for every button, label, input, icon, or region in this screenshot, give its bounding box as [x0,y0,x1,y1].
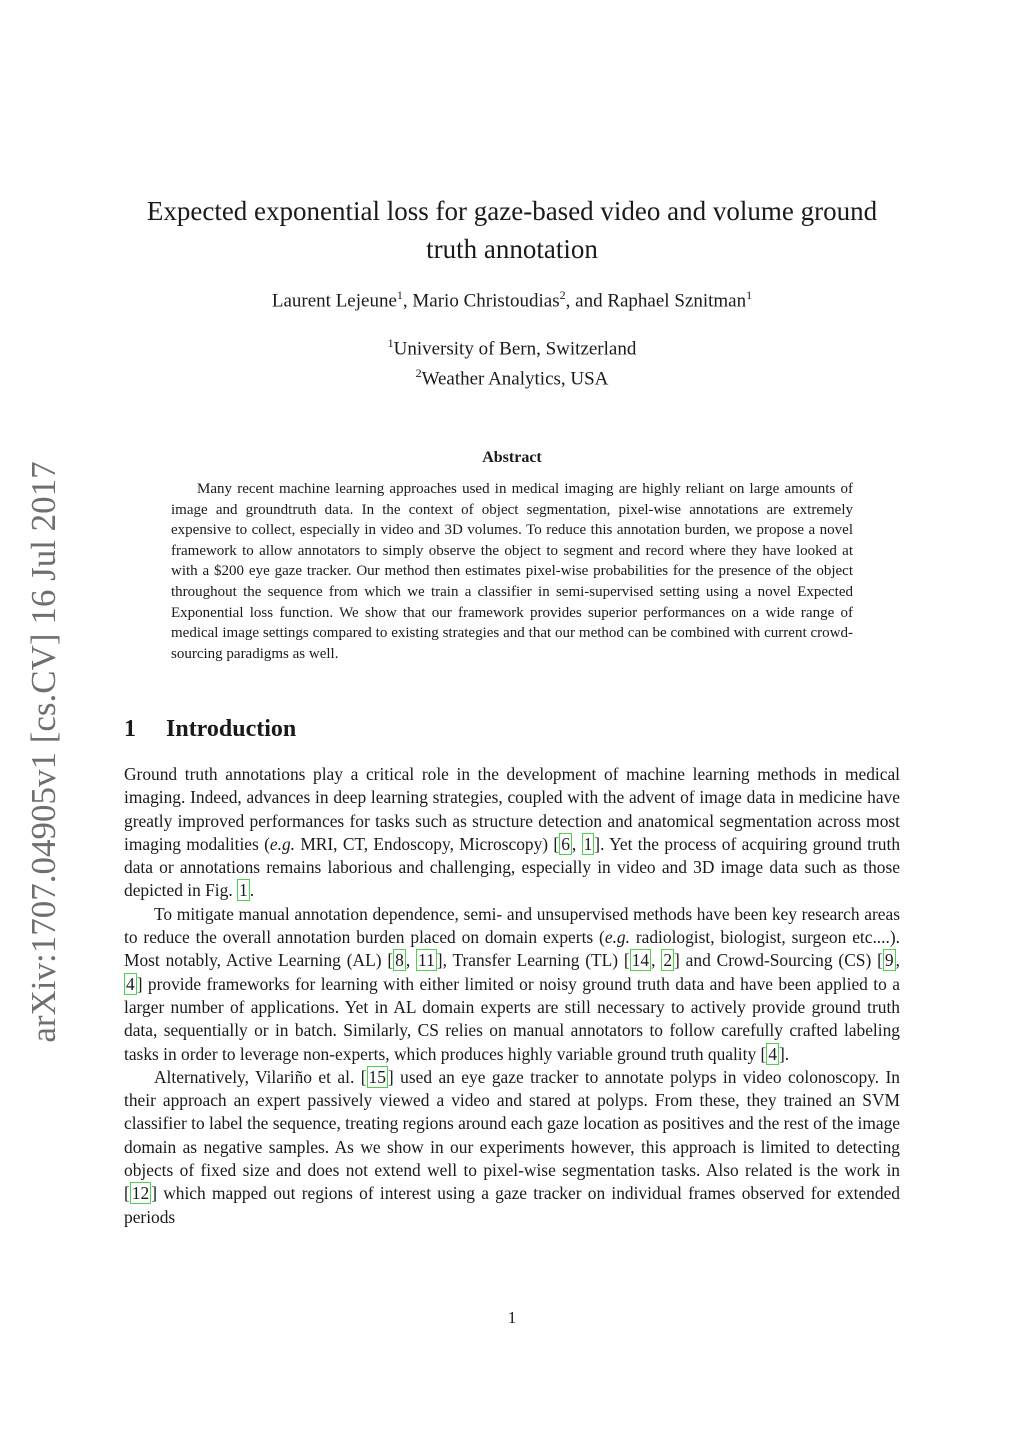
paper-title: Expected exponential loss for gaze-based video and volume ground truth annotation [146,196,878,264]
affil-name: University of Bern, Switzerland [393,338,637,360]
citation-link[interactable]: 6 [561,833,570,854]
author-name: Raphael Sznitman [607,290,747,312]
citation-link[interactable]: 11 [418,950,435,971]
affiliations [130,331,894,392]
section-title: Introduction [166,716,297,742]
citation-link[interactable]: 14 [631,950,650,971]
text-run: ] used an eye gaze tracker to annotate polyps in video colonoscopy. In their approach an expert passively viewed a video and stared at polyps. From these, they trained an SVM classifier to label the sequence, treating regions around each gaze location as positives and the rest of the image domain as negative samples. As we show in our experiments however, this approach is limited to detecting objects of fixed size and does not extend well to pixel-wise segmentation tasks. Also related is the work in [ [124,1066,901,1204]
text-italic: e.g. [604,927,630,948]
text-run: Ground truth annotations play a critical role in the development of machine learning methods in medical imaging. Indeed, advances in deep learning strategies, coupled with the advent of image data in medicine have greatly improved performances for tasks such as structure detection and anatomical segmentation across most imaging modalities ( [124,764,900,854]
affil-mark: 2 [415,366,422,381]
section-heading [124,716,296,743]
text-run: , [651,950,662,971]
author-affil-mark: 1 [746,288,753,302]
affiliation-line [130,361,894,391]
citation-link[interactable]: 2 [663,950,673,971]
text-run: ]. Yet the process of acquiring ground truth data or annotations remains laborious and challenging, especially in video and 3D image data such as those depicted in Fig. [124,833,901,901]
text-run: ] provide frameworks for learning with either limited or noisy ground truth data and have been applied to a larger number of applications. Yet in AL domain experts are still necessary to actively provide ground truth data, sequentially or in batch. Similarly, CS relies on manual annotators to follow carefully crafted labeling tasks in order to leverage non-experts, which produces highly variable ground truth quality [ [124,973,900,1064]
text-run: radiologist, biologist, surgeon etc....). Most notably, Active Learning (AL) [ [124,927,900,971]
author-name: Laurent Lejeune [271,290,397,312]
author-list [130,288,894,312]
page-number: 1 [507,1308,517,1327]
citation-link[interactable]: 4 [126,973,135,994]
abstract-text: Many recent machine learning approaches used in medical imaging are highly reliant on large amounts of image and groundtruth data. In the context of object segmentation, pixel-wise annotations are extremely expensive to collect, especially in video and 3D volumes. To reduce this annotation burden, we propose a novel framework to allow annotators to simply observe the object to segment and record where they have looked at with a $200 eye gaze tracker. Our method then estimates pixel-wise probabilities for the presence of the object throughout the sequence from which we train a classifier in semi-supervised setting using a novel Expected Exponential loss function. We show that our framework provides superior performances on a wide range of medical image settings compared to existing strategies and that our method can be combined with current crowd-sourcing paradigms as well. [171,481,853,662]
text-run: To mitigate manual annotation dependence, semi- and unsupervised methods have been key research areas to reduce the overall annotation burden placed on domain experts ( [124,903,900,948]
author-name: Mario Christoudias [412,290,560,312]
text-italic: e.g. [269,833,295,854]
arxiv-id: arXiv:1707.04905v1 [cs.CV] 16 Jul 2017 [24,461,63,1043]
text-run: ]. [779,1043,790,1064]
author-separator: , [402,290,413,312]
text-run: ] which mapped out regions of interest using a gaze tracker on individual frames observed for extended periods [124,1183,900,1227]
text-run: , [571,833,582,854]
citation-link[interactable]: 4 [768,1043,778,1064]
body-text [124,763,900,1229]
text-run: ], Transfer Learning (TL) [ [436,950,630,971]
text-run: . [249,880,255,901]
author-separator: , and [565,290,608,312]
author-affil-mark: 2 [559,288,566,302]
citation-link[interactable]: 12 [131,1183,150,1204]
figure-link[interactable]: 1 [239,880,248,901]
citation-link[interactable]: 1 [583,833,593,854]
affiliation-line [130,331,894,361]
citation-link[interactable]: 15 [368,1066,386,1087]
citation-link[interactable]: 8 [395,950,404,971]
text-run: , [895,950,900,971]
text-run: MRI, CT, Endoscopy, Microscopy) [ [295,833,560,854]
text-run: ] and Crowd-Sourcing (CS) [ [674,950,883,971]
affil-mark: 1 [387,336,394,350]
author-affil-mark: 1 [396,288,403,302]
paragraph [124,763,900,903]
text-run: , [405,950,417,971]
abstract-heading: Abstract [482,449,542,466]
section-number: 1 [124,716,136,742]
affil-name: Weather Analytics, USA [421,368,609,390]
text-run: Alternatively, Vilariño et al. [ [154,1066,367,1087]
paragraph [124,903,900,1066]
citation-link[interactable]: 9 [884,950,894,971]
paragraph [124,1066,900,1229]
